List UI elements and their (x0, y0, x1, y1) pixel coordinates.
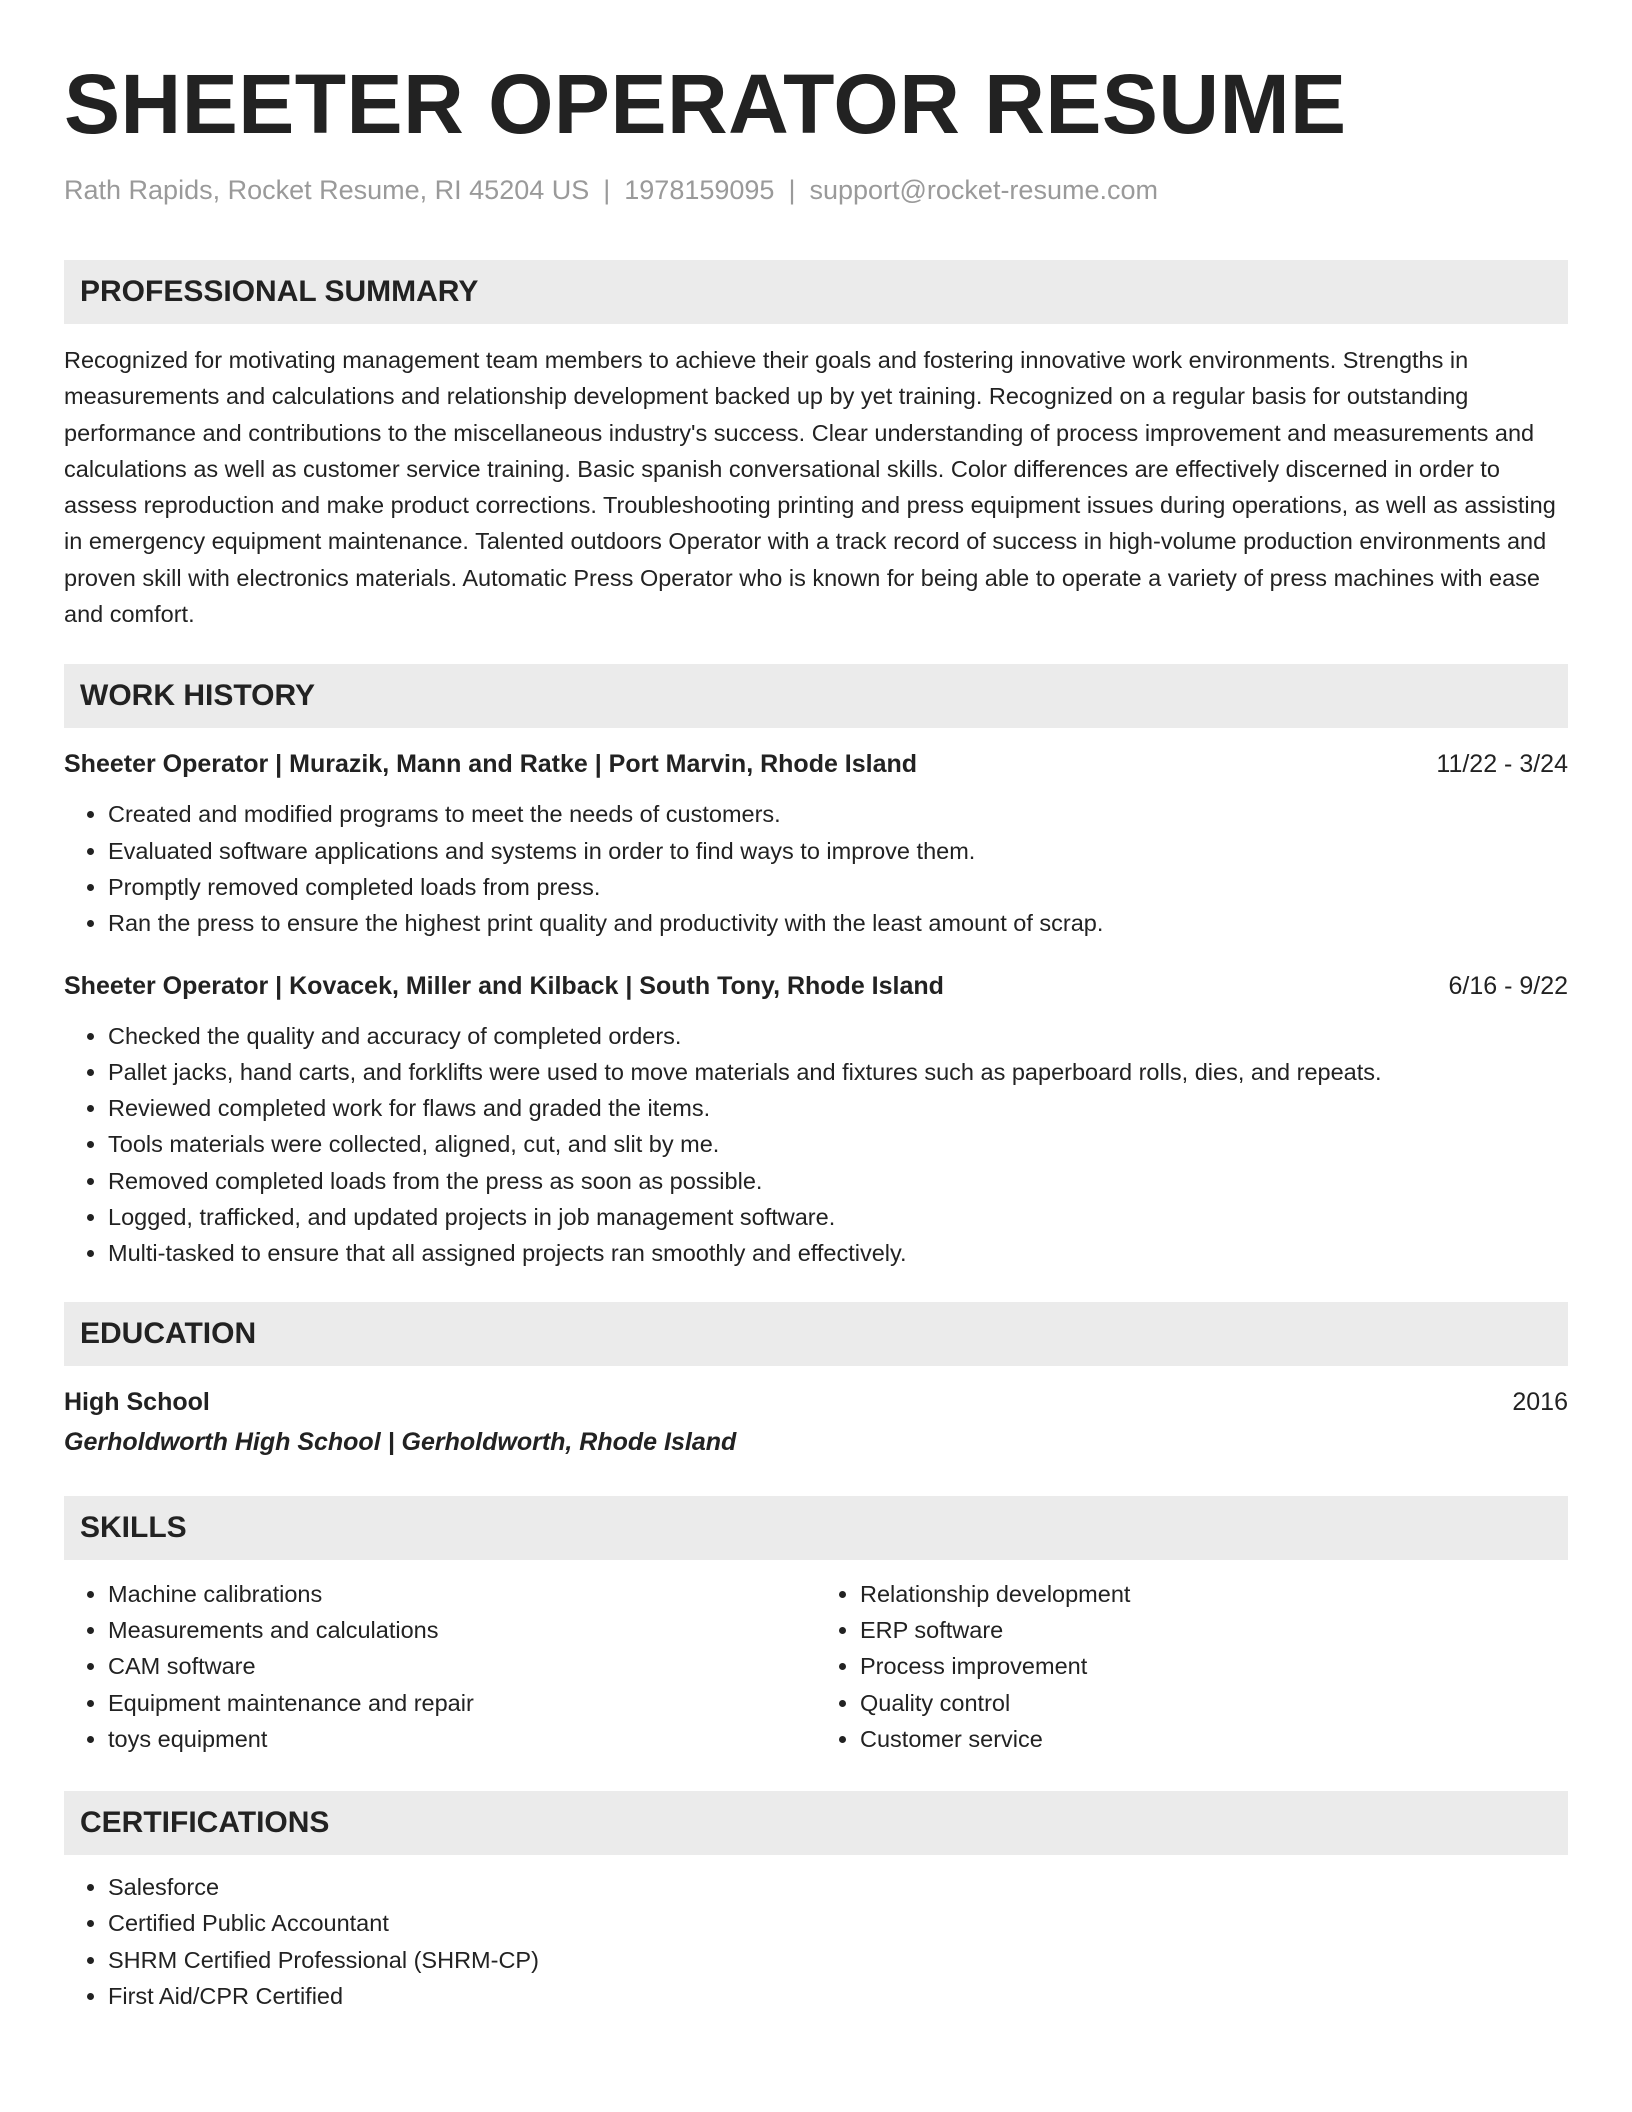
job-bullet: • Promptly removed completed loads from press. (108, 869, 1568, 905)
skill-item: • Quality control (860, 1685, 1568, 1721)
job-title: Sheeter Operator | Kovacek, Miller and Kilback | South Tony, Rhode Island (64, 971, 944, 1000)
summary-heading: PROFESSIONAL SUMMARY (64, 260, 1568, 324)
job-entry (64, 746, 1568, 941)
skill-item: • Equipment maintenance and repair (108, 1685, 816, 1721)
contact-separator: | (603, 175, 611, 205)
skills-columns (64, 1576, 1568, 1757)
skill-item: • Machine calibrations (108, 1576, 816, 1612)
skill-item: • Process improvement (860, 1648, 1568, 1684)
job-title: Sheeter Operator | Murazik, Mann and Ratke | Port Marvin, Rhode Island (64, 750, 918, 779)
skill-item: • Relationship development (860, 1576, 1568, 1612)
job-bullet: • Logged, trafficked, and updated projects in job management software. (108, 1199, 1568, 1235)
job-bullet: • Evaluated software applications and systems in order to find ways to improve them. (108, 833, 1568, 869)
education-header (64, 1384, 1568, 1420)
job-dates: 6/16 - 9/22 (1448, 971, 1568, 1000)
job-bullet: • Checked the quality and accuracy of completed orders. (108, 1018, 1568, 1054)
certification-item: • SHRM Certified Professional (SHRM-CP) (108, 1942, 1568, 1978)
job-bullet: • Created and modified programs to meet the needs of customers. (108, 796, 1568, 832)
certification-item: • Certified Public Accountant (108, 1905, 1568, 1941)
skill-item: • Measurements and calculations (108, 1612, 816, 1648)
summary-text: Recognized for motivating management team members to achieve their goals and fostering innovative work environments. Strengths in measurements and calculations and relationship development backed up by yet training. Recognized on a regular basis for outstanding performance and contributions to the miscellaneous industry's success. Clear understanding of process improvement and measurements and calculations as well as customer service training. Basic spanish conversational skills. Color differences are effectively discerned in order to assess reproduction and make product corrections. Troubleshooting printing and press equipment issues during operations, as well as assisting in emergency equipment maintenance. Talented outdoors Operator with a track record of success in high-volume production environments and proven skill with electronics materials. Automatic Press Operator who is known for being able to operate a variety of press machines with ease and comfort. (64, 347, 1556, 628)
certifications-list (64, 1869, 1568, 2014)
contact-separator: | (788, 175, 796, 205)
job-entry (64, 968, 1568, 1272)
job-bullet: • Pallet jacks, hand carts, and forklifts were used to move materials and fixtures such as paperboard rolls, dies, and repeats. (108, 1054, 1568, 1090)
resume-page (64, 58, 1568, 2014)
certifications-heading: CERTIFICATIONS (64, 1791, 1568, 1855)
contact-address: Rath Rapids, Rocket Resume, RI 45204 US (64, 175, 590, 205)
education-school: Gerholdworth High School | Gerholdworth, Rhode Island (64, 1427, 737, 1456)
certification-item: • Salesforce (108, 1869, 1568, 1905)
job-bullet: • Ran the press to ensure the highest print quality and productivity with the least amount of scrap. (108, 905, 1568, 941)
skills-heading: SKILLS (64, 1496, 1568, 1560)
skill-item: • Customer service (860, 1721, 1568, 1757)
skill-item: • CAM software (108, 1648, 816, 1684)
job-bullet: • Tools materials were collected, aligned, cut, and slit by me. (108, 1126, 1568, 1162)
education-year: 2016 (1512, 1387, 1568, 1416)
resume-title: SHEETER OPERATOR RESUME (64, 57, 1347, 151)
certification-item: • First Aid/CPR Certified (108, 1978, 1568, 2014)
job-bullet: • Reviewed completed work for flaws and graded the items. (108, 1090, 1568, 1126)
contact-line (64, 172, 1568, 208)
work-history-heading: WORK HISTORY (64, 664, 1568, 728)
job-bullets (64, 796, 1568, 941)
contact-phone: 1978159095 (624, 175, 775, 205)
job-bullet: • Removed completed loads from the press as soon as possible. (108, 1163, 1568, 1199)
job-bullet: • Multi-tasked to ensure that all assigned projects ran smoothly and effectively. (108, 1235, 1568, 1271)
skill-item: • ERP software (860, 1612, 1568, 1648)
education-heading: EDUCATION (64, 1302, 1568, 1366)
job-bullets (64, 1018, 1568, 1272)
education-degree: High School (64, 1387, 210, 1416)
job-header (64, 746, 1568, 782)
skill-item: • toys equipment (108, 1721, 816, 1757)
job-dates: 11/22 - 3/24 (1436, 750, 1568, 779)
contact-email[interactable]: support@rocket-resume.com (809, 175, 1158, 205)
skills-left-list (64, 1576, 816, 1757)
job-header (64, 968, 1568, 1004)
skills-right-list (816, 1576, 1568, 1757)
